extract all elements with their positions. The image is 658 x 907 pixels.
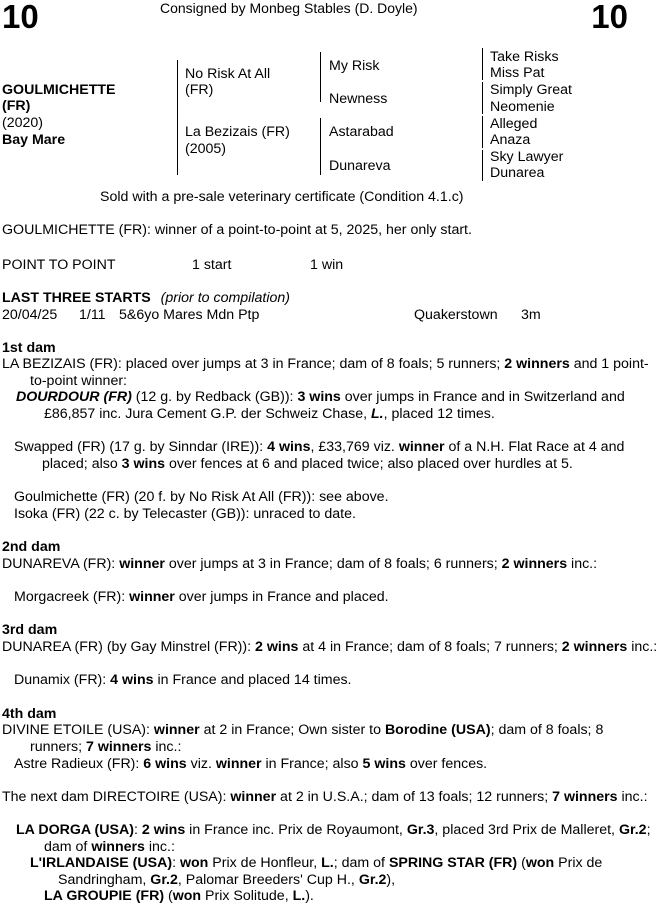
next-dam-produce-la-dorga: LA DORGA (USA): 2 wins in France inc. Prix de Royaumont, Gr.3, placed 3rd Prix de Malleret, Gr.2; dam of winners inc.: [16, 822, 651, 855]
last-three-starts [2, 290, 290, 307]
record-type: POINT TO POINT [2, 257, 116, 273]
pedigree-dam-sire: Astarabad [329, 124, 394, 140]
first-dam-produce-swapped: Swapped (FR) (17 g. by Sinndar (IRE)): 4 wins, £33,769 viz. winner of a N.H. Flat Race at 4 and placed; also 3 wins over fences at 6 and placed twice; also placed over hurdles at 5. [14, 439, 625, 472]
record-wins: 1 win [310, 257, 344, 273]
last-three-note: (prior to compilation) [160, 290, 290, 306]
pedigree-g3-2: Miss Pat [490, 65, 545, 81]
second-dam-heading: 2nd dam [2, 539, 61, 555]
first-dam-produce-isoka: Isoka (FR) (22 c. by Telecaster (GB)): unraced to date. [14, 506, 356, 522]
pedigree-g3-6: Anaza [490, 132, 531, 148]
summary-line: GOULMICHETTE (FR): winner of a point-to-point at 5, 2025, her only start. [2, 222, 472, 238]
dam-year: (2005) [185, 141, 227, 157]
fourth-dam-heading: 4th dam [2, 706, 57, 722]
race-venue: Quakerstown [414, 307, 498, 323]
pedigree-g3-8: Dunarea [490, 165, 545, 181]
first-dam-heading: 1st dam [2, 340, 56, 356]
first-dam-intro: LA BEZIZAIS (FR): placed over jumps at 3 in France; dam of 8 foals; 5 runners; 2 winners and 1 point-to-point winner: [2, 356, 649, 389]
vet-certificate-note: Sold with a pre-sale veterinary certificate (Condition 4.1.c) [100, 189, 464, 205]
first-dam-produce-goulmichette: Goulmichette (FR) (20 f. by No Risk At All (FR)): see above. [14, 489, 389, 505]
pedigree-divider-2b [320, 118, 321, 175]
sire: No Risk At All [185, 66, 271, 82]
lot-number-right: 10 [591, 0, 628, 35]
second-dam-produce: Morgacreek (FR): winner over jumps in France and placed. [14, 589, 389, 605]
consignor: Consigned by Monbeg Stables (D. Doyle) [160, 0, 418, 16]
sire-country: (FR) [185, 82, 214, 98]
dam: La Bezizais (FR) [185, 124, 290, 140]
pedigree-divider-3b [482, 82, 483, 114]
third-dam-intro: DUNAREA (FR) (by Gay Minstrel (FR)): 2 wins at 4 in France; dam of 8 foals; 7 runners; 2 winners inc.: [2, 639, 658, 655]
race-position: 1/11 [79, 307, 106, 323]
pedigree-divider-3d [482, 150, 483, 181]
pedigree-g3-3: Simply Great [490, 82, 572, 98]
pedigree-divider-3c [482, 116, 483, 148]
pedigree-divider-2a [320, 52, 321, 102]
race-date: 20/04/25 [2, 307, 58, 323]
horse-description: Bay Mare [2, 132, 66, 148]
last-three-heading: LAST THREE STARTS [2, 290, 151, 306]
pedigree-g3-7: Sky Lawyer [490, 149, 564, 165]
next-dam-produce-lirlandaise: L'IRLANDAISE (USA): won Prix de Honfleur, L.; dam of SPRING STAR (FR) (won Prix de Sandringham, Gr.2, Palomar Breeders' Cup H., Gr.2), [30, 855, 603, 888]
pedigree-g3-1: Take Risks [490, 49, 559, 65]
pedigree-divider-1 [177, 60, 178, 175]
horse-year: (2020) [2, 115, 44, 131]
second-dam-intro: DUNAREVA (FR): winner over jumps at 3 in France; dam of 8 foals; 6 runners; 2 winners inc.: [2, 556, 598, 572]
horse-name: GOULMICHETTE [2, 82, 116, 98]
race-name: 5&6yo Mares Mdn Ptp [119, 307, 260, 323]
next-dam-intro: The next dam DIRECTOIRE (USA): winner at 2 in U.S.A.; dam of 13 foals; 12 runners; 7 winners inc.: [2, 789, 648, 805]
pedigree-dam-dam: Dunareva [329, 158, 391, 174]
third-dam-heading: 3rd dam [2, 622, 58, 638]
first-dam-produce-dourdour: DOURDOUR (FR) (12 g. by Redback (GB)): 3 wins over jumps in France and in Switzerland and £86,857 inc. Jura Cement G.P. der Schweiz Chase, L., placed 12 times. [16, 389, 625, 422]
next-dam-produce-la-groupie: LA GROUPIE (FR) (won Prix Solitude, L.). [44, 888, 314, 904]
fourth-dam-intro: DIVINE ETOILE (USA): winner at 2 in France; Own sister to Borodine (USA); dam of 8 foals; 8 runners; 7 winners inc.: [2, 722, 604, 755]
pedigree-g3-4: Neomenie [490, 99, 555, 115]
pedigree-sire-dam: Newness [329, 91, 388, 107]
horse-country: (FR) [2, 98, 31, 114]
fourth-dam-produce: Astre Radieux (FR): 6 wins viz. winner in France; also 5 wins over fences. [14, 756, 488, 772]
race-distance: 3m [521, 307, 541, 323]
pedigree-g3-5: Alleged [490, 116, 538, 132]
third-dam-produce: Dunamix (FR): 4 wins in France and placed 14 times. [14, 672, 352, 688]
pedigree-sire-sire: My Risk [329, 58, 380, 74]
lot-number-left: 10 [2, 0, 39, 35]
record-starts: 1 start [192, 257, 232, 273]
pedigree-divider-3a [482, 48, 483, 80]
